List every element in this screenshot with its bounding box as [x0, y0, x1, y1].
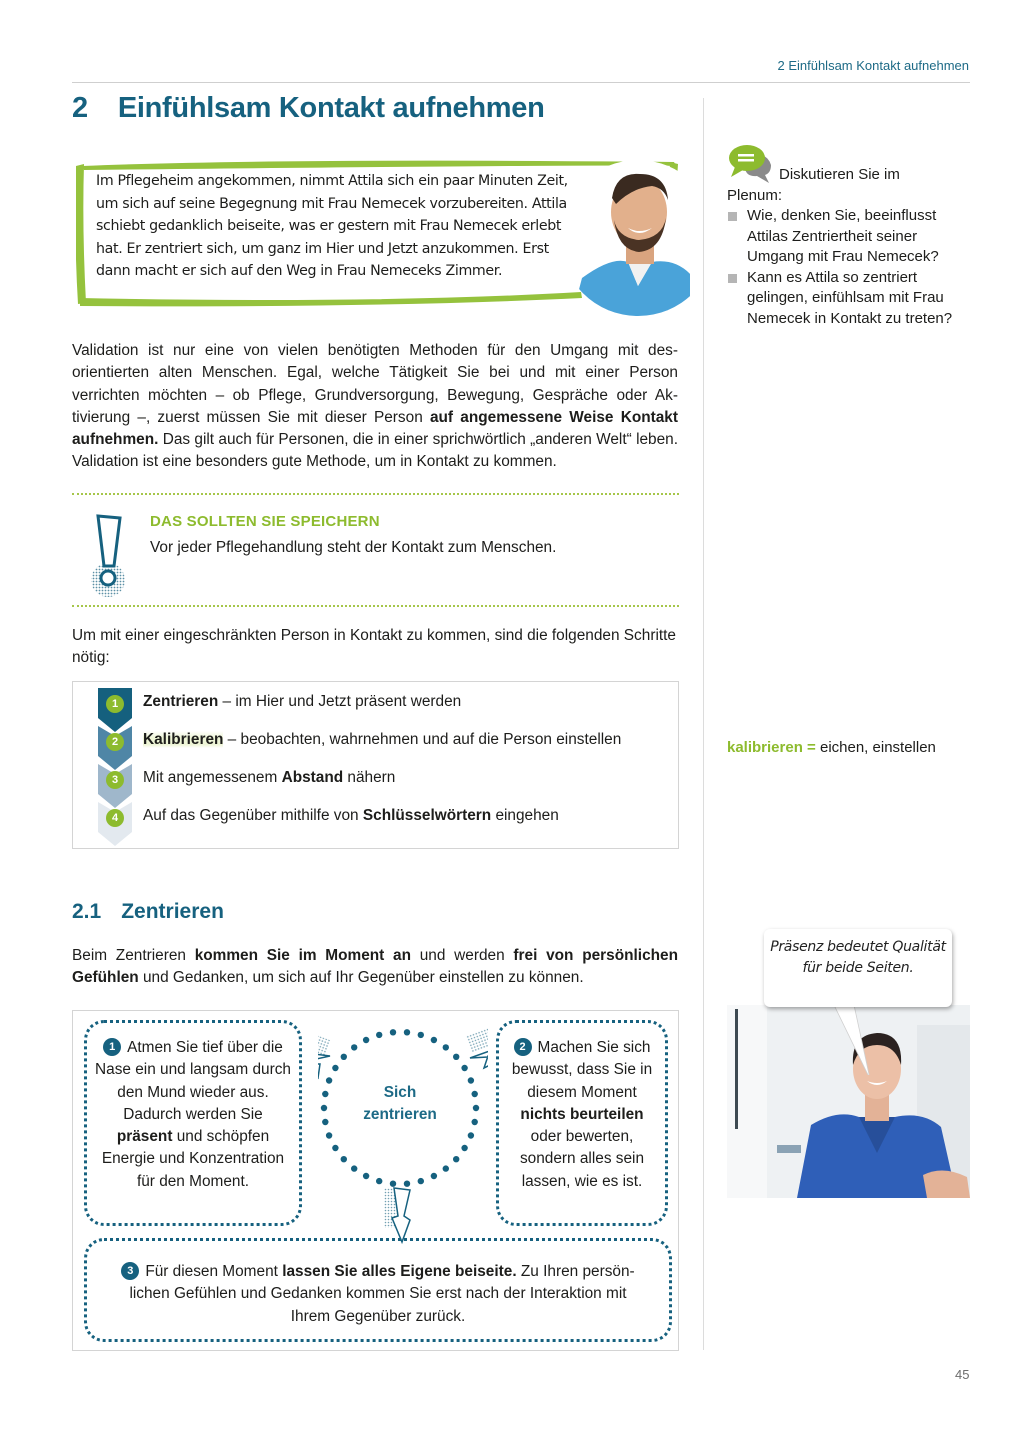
ring-dot: [468, 1132, 474, 1138]
ring-dot: [363, 1173, 369, 1179]
ring-dot: [332, 1065, 338, 1071]
male-nurse-avatar: [572, 158, 690, 316]
memo-text: Vor jeder Pflegehandlung steht der Kontakt zum Menschen.: [150, 539, 557, 556]
text-run: eingehen: [491, 807, 559, 824]
story-text: Im Pflegeheim angekommen, nimmt Attila sich ein paar Minuten Zeit, um sich auf seine Begegnung mit Frau Nemecek vorzubereiten. Attila schiebt gedanklich beiseite, was er gestern mit Frau Nemecek erlebt hat. Er zentriert sich, um ganz im Hier und Jetzt anzukommen. Erst dann macht er sich auf den Weg in Frau Nemeceks Zimmer.: [96, 173, 568, 280]
tip-number-badge: 3: [121, 1262, 139, 1280]
step-number-badge: 1: [106, 695, 124, 713]
tip-number-badge: 2: [514, 1038, 532, 1056]
bullet-square-icon: [728, 274, 737, 283]
steps-intro: Um mit einer eingeschränkten Person in Kontakt zu kommen, sind die folgenden Schritte nötig:: [72, 627, 676, 667]
bold-run: auf angemessene Weise Kontakt aufnehmen.: [72, 408, 678, 449]
chapter-title: [72, 92, 545, 125]
discussion-heading: Diskutieren Sie im: [779, 166, 900, 183]
bold-run: Kalibrieren: [143, 731, 224, 748]
text-run: Machen Sie sich bewusst, dass Sie in diesem Moment: [511, 1039, 653, 1101]
exclamation-icon: [86, 514, 130, 598]
discussion-question: [727, 206, 977, 268]
ring-dot: [418, 1178, 424, 1184]
bold-run: Zentrieren: [143, 693, 219, 710]
ring-dot: [473, 1105, 479, 1111]
text-run: und schöpfen Energie und Konzentration für den Moment.: [101, 1128, 285, 1190]
ring-dot: [404, 1181, 410, 1187]
ring-dot: [351, 1165, 357, 1171]
ring-dot: [461, 1065, 467, 1071]
ring-dot: [404, 1029, 410, 1035]
ring-label-line: zentrieren: [363, 1106, 437, 1123]
arrow-right-icon: [466, 1026, 488, 1068]
ring-label: [340, 1082, 460, 1126]
text-run: – beobachten, wahrnehmen und auf die Person einstellen: [223, 731, 622, 748]
section-paragraph: [72, 945, 678, 990]
tip-card-1: [84, 1020, 302, 1226]
step-number-badge: 4: [106, 809, 124, 827]
header-rule: [72, 82, 970, 83]
step-item: [143, 769, 395, 787]
bold-run: Abstand: [281, 769, 344, 786]
speech-bubble: Präsenz bedeutet Qualität für beide Seiten.: [764, 929, 952, 1007]
speech-bubble-tail: [830, 1005, 870, 1075]
ring-dot: [322, 1119, 328, 1125]
ring-dot: [363, 1037, 369, 1043]
centering-ring: [318, 1020, 488, 1245]
bold-run: Schlüsselwörtern: [362, 807, 492, 824]
ring-dot: [326, 1077, 332, 1083]
ring-dot: [341, 1054, 347, 1060]
ring-dot: [351, 1044, 357, 1050]
step-item: [143, 807, 559, 825]
bold-run: nichts beurteilen: [520, 1105, 644, 1123]
text-run: Beim Zentrieren: [72, 947, 195, 964]
ring-dot: [376, 1032, 382, 1038]
tip-card-3: [84, 1238, 672, 1342]
ring-dot: [341, 1156, 347, 1162]
chapter-number: 2: [72, 92, 88, 124]
ring-dot: [443, 1165, 449, 1171]
text-run: Für diesen Moment: [145, 1263, 283, 1280]
discussion-questions: [727, 206, 977, 329]
section-number: 2.1: [72, 900, 102, 923]
ring-dot: [390, 1029, 396, 1035]
text-run: und werden: [411, 947, 514, 964]
ring-dot: [321, 1105, 327, 1111]
dotted-divider: [72, 493, 679, 495]
ring-label-line: Sich: [383, 1084, 417, 1101]
ring-dot: [461, 1145, 467, 1151]
ring-dot: [431, 1037, 437, 1043]
bullet-square-icon: [728, 212, 737, 221]
question-text: Kann es Attila so zentriert gelingen, einfühlsam mit Frau Nemecek in Kontakt zu treten?: [747, 268, 953, 327]
tip-number-badge: 1: [103, 1038, 121, 1056]
ring-dot: [453, 1054, 459, 1060]
ring-dot: [431, 1173, 437, 1179]
section-title: [72, 900, 224, 924]
text-run: Auf das Gegenüber mithilfe von: [143, 807, 363, 824]
arrow-down-icon: [384, 1188, 410, 1242]
page-number: 45: [955, 1367, 970, 1382]
ring-dot: [472, 1119, 478, 1125]
discussion-question: [727, 268, 977, 330]
text-run: Mit angemessenem: [143, 769, 282, 786]
ring-dot: [326, 1132, 332, 1138]
text-run: nähern: [343, 769, 396, 786]
text-run: Zu Ihren persönlichen Gefühlen und Gedanken kommen Sie erst nach der Interaktion mit Ihrem Gegenüber zurück.: [129, 1263, 635, 1325]
ring-dot: [390, 1181, 396, 1187]
text-run: Validation ist nur eine von vielen benötigten Methoden für den Umgang mit desorientierten alten Menschen. Egal, welche Tätigkeit Sie bei und mit einer Person verrichten möchten – ob Pflege, Grundversorgung, Bewegung, Gespräche oder Aktivierung –, zuerst müssen Sie mit dieser Person: [72, 342, 678, 426]
step-number-badge: 3: [106, 771, 124, 789]
column-divider: [703, 98, 704, 1350]
text-run: Das gilt auch für Personen, die in einer sprichwörtlich „anderen Welt“ leben. Validation ist eine besonders gute Methode, um in Kontakt zu kommen.: [72, 431, 678, 471]
glossary-definition: eichen, einstellen: [815, 739, 936, 756]
text-run: und Gedanken, um sich auf Ihr Gegenüber einstellen zu können.: [138, 969, 584, 987]
section-title-text: Zentrieren: [121, 900, 224, 923]
ring-dot: [453, 1156, 459, 1162]
text-run: Atmen Sie tief über die Nase ein und langsam durch den Mund wieder aus. Dadurch werden Sie: [95, 1039, 291, 1123]
speech-bubbles-icon: [727, 143, 775, 183]
discussion-heading-2: Plenum:: [727, 186, 783, 204]
bold-run: kommen Sie im Moment an: [194, 947, 411, 964]
dotted-divider: [72, 605, 679, 607]
chapter-title-text: Einfühlsam Kontakt aufnehmen: [117, 92, 545, 124]
memo-title: DAS SOLLTEN SIE SPEICHERN: [150, 513, 380, 530]
glossary-term: kalibrieren =: [727, 739, 816, 756]
ring-dot: [472, 1091, 478, 1097]
running-head: 2 Einfühlsam Kontakt aufnehmen: [777, 58, 969, 73]
bold-run: präsent: [116, 1128, 173, 1146]
step-number-badge: 2: [106, 733, 124, 751]
text-run: – im Hier und Jetzt präsent werden: [218, 693, 462, 710]
arrow-left-icon: [318, 1030, 331, 1078]
ring-dot: [418, 1032, 424, 1038]
text-run: oder bewerten, sondern alles sein lassen, wie es ist.: [519, 1128, 645, 1190]
ring-dot: [443, 1044, 449, 1050]
bold-run: frei von persönlichen Gefühlen: [72, 947, 678, 987]
tip-card-2: [496, 1020, 668, 1226]
step-item: [143, 693, 461, 711]
intro-paragraph: [72, 340, 678, 474]
glossary-entry: [727, 739, 936, 756]
discussion-box: [727, 143, 977, 329]
question-text: Wie, denken Sie, beeinflusst Attilas Zentriertheit seiner Umgang mit Frau Nemecek?: [747, 207, 939, 265]
ring-dot: [322, 1091, 328, 1097]
bold-run: lassen Sie alles Eigene beiseite.: [282, 1263, 517, 1280]
ring-dot: [376, 1178, 382, 1184]
ring-dot: [332, 1145, 338, 1151]
step-item: [143, 731, 621, 749]
ring-dot: [468, 1077, 474, 1083]
